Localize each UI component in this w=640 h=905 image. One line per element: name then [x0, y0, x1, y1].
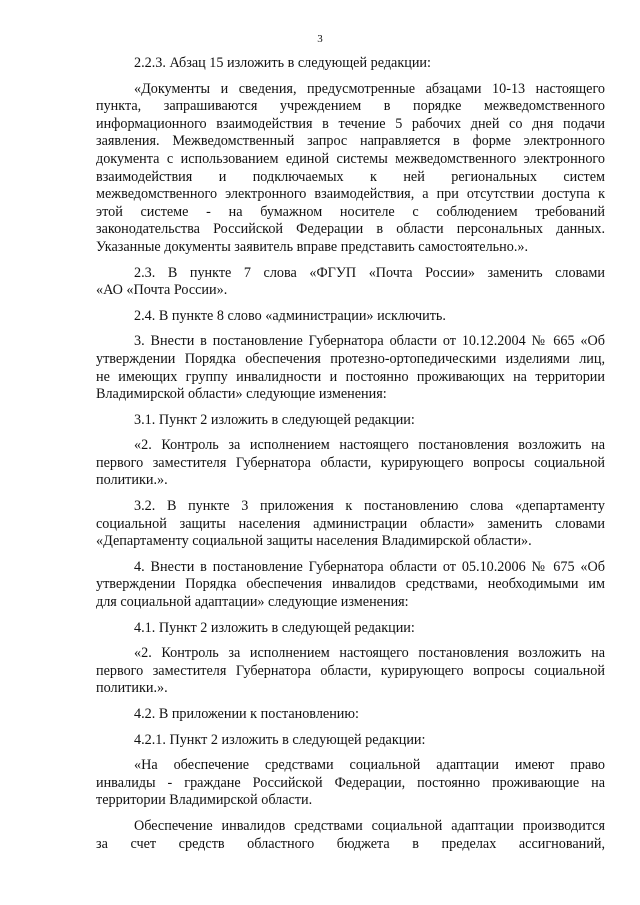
paragraph-line: 4.1. Пункт 2 изложить в следующей редакции:	[134, 619, 415, 636]
paragraph-line: пункта, запрашиваются учреждением в порядке межведомственного	[96, 98, 605, 115]
paragraph-3-1-quote	[96, 437, 605, 490]
paragraph-line: Владимирской области» следующие изменения:	[96, 386, 387, 403]
paragraph-line: 2.3. В пункте 7 слова «ФГУП «Почта России» заменить словами	[134, 264, 605, 281]
paragraph-line: «АО «Почта России».	[96, 282, 228, 299]
paragraph-line: за счет средств областного бюджета в пределах ассигнований,	[96, 835, 605, 852]
document-body	[96, 55, 605, 861]
paragraph-line: «Документы и сведения, предусмотренные абзацами 10-13 настоящего	[134, 80, 605, 97]
paragraph-line: первого заместителя Губернатора области, курирующего вопросы социальной	[96, 454, 605, 471]
paragraph-line: утверждении Порядка обеспечения инвалидов средствами, необходимыми им	[96, 576, 605, 593]
paragraph-2-2-3	[96, 55, 605, 73]
paragraph-line: взаимодействия и подключаемых к ней региональных систем	[96, 168, 605, 185]
paragraph-line: документа с использованием единой системы межведомственного электронного	[96, 150, 605, 167]
paragraph-4-2	[96, 706, 605, 724]
paragraph-line: «Департаменту социальной защиты населения Владимирской области».	[96, 533, 532, 550]
paragraph-4-1-quote	[96, 645, 605, 698]
paragraph-line: «2. Контроль за исполнением настоящего постановления возложить на	[134, 437, 605, 454]
paragraph-line: заявления. Межведомственный запрос направляется в форме электронного	[96, 133, 605, 150]
paragraph-line: законодательства Российской Федерации в области персональных данных.	[96, 221, 605, 238]
paragraph-line: этой системе - на бумажном носителе с соблюдением требований	[96, 203, 605, 220]
paragraph-line: политики.».	[96, 680, 168, 697]
paragraph-2-4	[96, 308, 605, 326]
paragraph-line: 3.2. В пункте 3 приложения к постановлению слова «департаменту	[134, 498, 605, 515]
paragraph-line: межведомственного электронного взаимодействия, а при отсутствии доступа к	[96, 186, 605, 203]
paragraph-line: Обеспечение инвалидов средствами социальной адаптации производится	[134, 817, 605, 834]
paragraph-3-1	[96, 412, 605, 430]
paragraph-line: 4.2. В приложении к постановлению:	[134, 706, 359, 722]
paragraph-line: для социальной адаптации» следующие изменения:	[96, 594, 409, 611]
paragraph-line: «2. Контроль за исполнением настоящего постановления возложить на	[134, 645, 605, 662]
paragraph-line: территории Владимирской области.	[96, 792, 313, 809]
page-number: 3	[317, 33, 323, 45]
paragraph-4	[96, 559, 605, 612]
paragraph-line: социальной защиты населения администрации области» заменить словами	[96, 515, 605, 532]
paragraph-line: не имеющих группу инвалидности и постоянно проживающих на территории	[96, 368, 605, 385]
paragraph-line: 3.1. Пункт 2 изложить в следующей редакции:	[134, 411, 415, 428]
paragraph-4-2-1	[96, 732, 605, 750]
paragraph-provision	[96, 818, 605, 853]
paragraph-line: 2.4. В пункте 8 слово «администрации» исключить.	[134, 307, 446, 324]
paragraph-quote-documents	[96, 81, 605, 257]
paragraph-3-2	[96, 498, 605, 551]
paragraph-line: «На обеспечение средствами социальной адаптации имеют право	[134, 757, 605, 774]
paragraph-4-1	[96, 620, 605, 638]
paragraph-line: 4.2.1. Пункт 2 изложить в следующей редакции:	[134, 731, 426, 748]
paragraph-line: политики.».	[96, 472, 168, 489]
paragraph-line: инвалиды - граждане Российской Федерации, постоянно проживающие на	[96, 774, 605, 791]
paragraph-line: информационного взаимодействия в течение 5 рабочих дней со дня подачи	[96, 115, 605, 132]
paragraph-line: 4. Внести в постановление Губернатора области от 05.10.2006 № 675 «Об	[134, 558, 605, 575]
paragraph-2-3	[96, 265, 605, 300]
paragraph-line: 2.2.3. Абзац 15 изложить в следующей редакции:	[134, 55, 431, 71]
paragraph-4-2-1-quote	[96, 757, 605, 810]
paragraph-line: 3. Внести в постановление Губернатора области от 10.12.2004 № 665 «Об	[134, 333, 605, 350]
paragraph-line: Указанные документы заявитель вправе представить самостоятельно.».	[96, 238, 529, 255]
paragraph-line: первого заместителя Губернатора области, курирующего вопросы социальной	[96, 662, 605, 679]
paragraph-3	[96, 333, 605, 403]
paragraph-line: утверждении Порядка обеспечения протезно-ортопедическими изделиями лиц,	[96, 350, 605, 367]
